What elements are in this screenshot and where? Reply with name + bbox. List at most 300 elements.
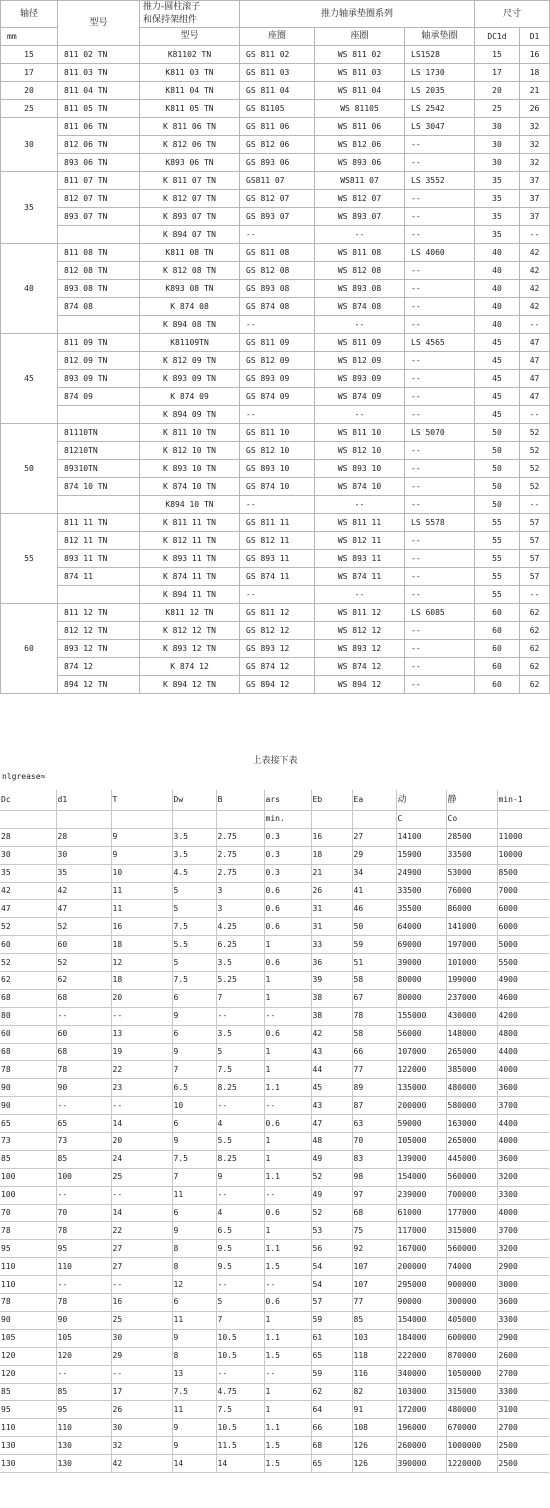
table2-cell: 22 <box>111 1061 172 1079</box>
table2-header-cell: d1 <box>56 790 111 811</box>
table2-cell: 25 <box>111 1168 172 1186</box>
table2-cell: 42 <box>111 1455 172 1473</box>
table-cell: 40 <box>475 316 520 334</box>
table2-cell: 5000 <box>497 936 549 954</box>
table2-cell: 3600 <box>497 1079 549 1097</box>
table2-cell: 900000 <box>446 1276 497 1294</box>
table2-cell: 9.5 <box>216 1258 264 1276</box>
table2-cell: 11 <box>172 1311 216 1329</box>
table2-cell: 3.5 <box>172 828 216 846</box>
table2-cell: 42 <box>311 1025 352 1043</box>
table2-subheader-cell <box>111 811 172 829</box>
table-cell: GS 811 04 <box>240 82 315 100</box>
table2-row <box>0 1222 549 1240</box>
table2-cell: 2500 <box>497 1455 549 1473</box>
table-cell: 21 <box>520 82 550 100</box>
table2-subheader-cell <box>352 811 396 829</box>
table2-cell: 7.5 <box>172 1150 216 1168</box>
table2-cell: 3000 <box>497 1276 549 1294</box>
table2-row <box>0 1043 549 1061</box>
table-cell: GS811 07 <box>240 172 315 190</box>
table-row <box>1 298 550 316</box>
table-row <box>1 658 550 676</box>
table2-cell: 14 <box>216 1455 264 1473</box>
table2-cell: 0.6 <box>264 882 311 900</box>
table2-cell: 0.6 <box>264 1294 311 1312</box>
table-cell: 42 <box>520 280 550 298</box>
table2-cell: 86000 <box>446 900 497 918</box>
table2-cell: 1 <box>264 1311 311 1329</box>
table-cell: -- <box>405 622 475 640</box>
table-cell: -- <box>405 280 475 298</box>
table2-cell: 1.1 <box>264 1329 311 1347</box>
table2-cell: 200000 <box>396 1258 446 1276</box>
table-cell: -- <box>405 568 475 586</box>
table2-cell: 870000 <box>446 1347 497 1365</box>
table2-cell: 560000 <box>446 1168 497 1186</box>
table2-cell: 78 <box>352 1007 396 1025</box>
table-row <box>1 154 550 172</box>
table-cell: -- <box>405 316 475 334</box>
table-cell: K 874 12 <box>140 658 240 676</box>
table-row <box>1 640 550 658</box>
table-cell: -- <box>405 586 475 604</box>
table-cell: K 874 09 <box>140 388 240 406</box>
shaft-size-cell: 20 <box>1 82 58 100</box>
table2-cell: 4 <box>216 1115 264 1133</box>
table2-cell: 9 <box>111 846 172 864</box>
table2-cell: 3.5 <box>172 846 216 864</box>
table-cell: GS 811 02 <box>240 46 315 64</box>
table-cell: 26 <box>520 100 550 118</box>
table-cell: LS 2035 <box>405 82 475 100</box>
table-cell: K893 06 TN <box>140 154 240 172</box>
table-cell: -- <box>405 262 475 280</box>
table2-cell: 4000 <box>497 1061 549 1079</box>
table-cell: GS 812 11 <box>240 532 315 550</box>
table2-cell: 8.25 <box>216 1150 264 1168</box>
table-cell: -- <box>405 442 475 460</box>
table-cell: 37 <box>520 190 550 208</box>
table2-row <box>0 1007 549 1025</box>
table-continuation-caption: 上表接下表 <box>252 756 298 766</box>
table2-cell: 33 <box>311 936 352 954</box>
table-cell: GS 811 11 <box>240 514 315 532</box>
table-row <box>1 604 550 622</box>
table-cell: 894 12 TN <box>58 676 140 694</box>
table2-cell: 87 <box>352 1097 396 1115</box>
table2-cell: 2.75 <box>216 864 264 882</box>
table-row <box>1 118 550 136</box>
table2-cell: 65 <box>56 1115 111 1133</box>
table-cell: 30 <box>475 118 520 136</box>
table-cell: GS 812 12 <box>240 622 315 640</box>
table2-cell: -- <box>111 1365 172 1383</box>
table2-cell: 9 <box>172 1437 216 1455</box>
table-row <box>1 262 550 280</box>
table2-cell: 120 <box>0 1347 56 1365</box>
table2-cell: 85 <box>0 1383 56 1401</box>
table2-cell: 68 <box>0 989 56 1007</box>
table2-cell: 8 <box>172 1240 216 1258</box>
table2-cell: 98 <box>352 1168 396 1186</box>
table2-row <box>0 1061 549 1079</box>
table2-cell: 56 <box>311 1240 352 1258</box>
table-cell: 62 <box>520 658 550 676</box>
table-cell: -- <box>240 586 315 604</box>
table-cell: -- <box>405 352 475 370</box>
table-cell: 32 <box>520 136 550 154</box>
table2-cell: 30 <box>111 1419 172 1437</box>
table-row <box>1 82 550 100</box>
table-cell: 35 <box>475 190 520 208</box>
table-cell: WS 874 09 <box>315 388 405 406</box>
table2-cell: 10.5 <box>216 1329 264 1347</box>
table2-cell: 600000 <box>446 1329 497 1347</box>
table2-cell: 4600 <box>497 989 549 1007</box>
table2-cell: 61000 <box>396 1204 446 1222</box>
table2-cell: 29 <box>352 846 396 864</box>
table2-cell: 78 <box>56 1061 111 1079</box>
table2-cell: 6 <box>172 1115 216 1133</box>
table2-cell: 3100 <box>497 1401 549 1419</box>
table-row <box>1 46 550 64</box>
table-cell: GS 812 08 <box>240 262 315 280</box>
table2-cell: 11.5 <box>216 1437 264 1455</box>
table-cell: 811 08 TN <box>58 244 140 262</box>
table2-row <box>0 882 549 900</box>
table2-cell: 117000 <box>396 1222 446 1240</box>
table2-cell: 1.1 <box>264 1240 311 1258</box>
table2-cell: 1.1 <box>264 1168 311 1186</box>
table-cell: 45 <box>475 334 520 352</box>
table-cell: 811 02 TN <box>58 46 140 64</box>
table-cell: WS 893 10 <box>315 460 405 478</box>
table2-cell: 65 <box>311 1347 352 1365</box>
table2-cell: 13 <box>172 1365 216 1383</box>
table2-subheader-cell <box>172 811 216 829</box>
table2-cell: 10 <box>111 864 172 882</box>
table2-header-cell: B <box>216 790 264 811</box>
table2-cell: 35 <box>0 864 56 882</box>
table2-cell: 77 <box>352 1294 396 1312</box>
table2-row <box>0 1150 549 1168</box>
table2-cell: 3700 <box>497 1097 549 1115</box>
table-cell: K 894 08 TN <box>140 316 240 334</box>
table2-cell: 59 <box>311 1365 352 1383</box>
table-cell: LS 3047 <box>405 118 475 136</box>
table2-cell: 2600 <box>497 1347 549 1365</box>
table2-cell: 105000 <box>396 1133 446 1151</box>
table-cell: K 811 06 TN <box>140 118 240 136</box>
table-row <box>1 460 550 478</box>
header-d1: D1 <box>520 28 550 46</box>
table-cell: 893 08 TN <box>58 280 140 298</box>
table-cell: 57 <box>520 568 550 586</box>
table2-cell: 85 <box>352 1311 396 1329</box>
table2-cell: 68 <box>352 1204 396 1222</box>
table-cell: 40 <box>475 298 520 316</box>
table2-cell: 9.5 <box>216 1240 264 1258</box>
table2-cell: 80000 <box>396 989 446 1007</box>
table-cell: 57 <box>520 532 550 550</box>
table2-cell: 196000 <box>396 1419 446 1437</box>
table2-cell: 1.5 <box>264 1258 311 1276</box>
table-row <box>1 244 550 262</box>
table-cell: 50 <box>475 460 520 478</box>
table2-cell: 4 <box>216 1204 264 1222</box>
table2-cell: 16 <box>311 828 352 846</box>
table2-cell: 4.5 <box>172 864 216 882</box>
table-row <box>1 172 550 190</box>
table-cell: WS 812 11 <box>315 532 405 550</box>
table2-row <box>0 1401 549 1419</box>
table2-cell: -- <box>111 1186 172 1204</box>
table-cell: -- <box>405 658 475 676</box>
table-cell: 811 03 TN <box>58 64 140 82</box>
table2-cell: 8500 <box>497 864 549 882</box>
table2-cell: 1 <box>264 1133 311 1151</box>
table2-cell: 5 <box>216 1043 264 1061</box>
table-cell: 893 11 TN <box>58 550 140 568</box>
table2-cell: 39000 <box>396 954 446 972</box>
table2-cell: 199000 <box>446 972 497 990</box>
table2-cell: 6.5 <box>216 1222 264 1240</box>
table2-row <box>0 1133 549 1151</box>
table2-cell: 126 <box>352 1455 396 1473</box>
table2-cell: 27 <box>352 828 396 846</box>
table2-cell: 11 <box>111 882 172 900</box>
table-cell: K 812 08 TN <box>140 262 240 280</box>
table2-cell: 0.6 <box>264 1204 311 1222</box>
table2-cell: 80 <box>0 1007 56 1025</box>
table-row <box>1 280 550 298</box>
table2-row <box>0 1276 549 1294</box>
table2-cell: 64 <box>311 1401 352 1419</box>
table-cell: GS 811 06 <box>240 118 315 136</box>
table2-row <box>0 1311 549 1329</box>
table2-cell: 3300 <box>497 1311 549 1329</box>
table2-cell: 14 <box>111 1115 172 1133</box>
table2-cell: 22 <box>111 1222 172 1240</box>
table2-cell: 5.5 <box>172 936 216 954</box>
table2-cell: 2900 <box>497 1258 549 1276</box>
table2-cell: 5 <box>216 1294 264 1312</box>
table-row <box>1 352 550 370</box>
table2-subheader-cell <box>311 811 352 829</box>
table2-cell: 49 <box>311 1186 352 1204</box>
table-row <box>1 496 550 514</box>
table2-row <box>0 828 549 846</box>
table2-cell: 5 <box>172 882 216 900</box>
table2-cell: 64000 <box>396 918 446 936</box>
table2-cell: 2.75 <box>216 828 264 846</box>
header-shaft-washer: 座圈 <box>315 28 405 46</box>
table2-cell: 0.6 <box>264 900 311 918</box>
table2-cell: 11 <box>172 1186 216 1204</box>
table2-cell: 78 <box>56 1222 111 1240</box>
table2-cell: -- <box>111 1007 172 1025</box>
table2-row <box>0 1294 549 1312</box>
table2-cell: 4200 <box>497 1007 549 1025</box>
table2-cell: 560000 <box>446 1240 497 1258</box>
table2-cell: 10 <box>172 1097 216 1115</box>
shaft-size-cell: 50 <box>1 424 58 514</box>
table2-cell: 20 <box>111 1133 172 1151</box>
table2-header-cell: Ea <box>352 790 396 811</box>
table2-cell: 3300 <box>497 1186 549 1204</box>
table2-cell: 12 <box>111 954 172 972</box>
table-cell: 40 <box>475 244 520 262</box>
table2-cell: 30 <box>56 846 111 864</box>
table2-cell: 28 <box>0 828 56 846</box>
table2-cell: 108 <box>352 1419 396 1437</box>
table2-cell: 315000 <box>446 1383 497 1401</box>
table2-cell: 90 <box>56 1079 111 1097</box>
table2-cell: 7 <box>216 1311 264 1329</box>
table2-cell: 7.5 <box>216 1061 264 1079</box>
table-row <box>1 532 550 550</box>
table2-cell: -- <box>56 1365 111 1383</box>
table-cell: K 894 12 TN <box>140 676 240 694</box>
table-cell: 35 <box>475 226 520 244</box>
table2-cell: 130 <box>56 1455 111 1473</box>
table2-cell: 39 <box>311 972 352 990</box>
table-cell: -- <box>405 550 475 568</box>
table2-cell: 70 <box>56 1204 111 1222</box>
table2-cell: 239000 <box>396 1186 446 1204</box>
table-cell: WS 812 06 <box>315 136 405 154</box>
table2-row <box>0 1347 549 1365</box>
table2-cell: 5500 <box>497 954 549 972</box>
table2-cell: 1220000 <box>446 1455 497 1473</box>
table2-cell: 0.6 <box>264 1115 311 1133</box>
table2-cell: 8 <box>172 1258 216 1276</box>
table2-cell: 110 <box>0 1419 56 1437</box>
table2-cell: 5.5 <box>216 1133 264 1151</box>
table-cell: K 811 07 TN <box>140 172 240 190</box>
table2-cell: 110 <box>56 1419 111 1437</box>
table-cell: 893 12 TN <box>58 640 140 658</box>
table-cell: K 893 07 TN <box>140 208 240 226</box>
table-cell: 55 <box>475 568 520 586</box>
table2-cell: 59000 <box>396 1115 446 1133</box>
table-cell: 40 <box>475 280 520 298</box>
table2-cell: 23 <box>111 1079 172 1097</box>
table2-cell: 445000 <box>446 1150 497 1168</box>
table2-cell: 90 <box>56 1311 111 1329</box>
table2-cell: 6.5 <box>172 1079 216 1097</box>
table-cell: K811 03 TN <box>140 64 240 82</box>
table2-cell: 1.5 <box>264 1437 311 1455</box>
table2-cell: -- <box>56 1186 111 1204</box>
table2-cell: 1.5 <box>264 1455 311 1473</box>
table2-cell: 2900 <box>497 1329 549 1347</box>
table2-cell: 141000 <box>446 918 497 936</box>
table2-cell: 116 <box>352 1365 396 1383</box>
table2-cell: 16 <box>111 1294 172 1312</box>
table2-row <box>0 1204 549 1222</box>
table-cell: K 894 11 TN <box>140 586 240 604</box>
table2-cell: -- <box>216 1276 264 1294</box>
table-cell: LS 3552 <box>405 172 475 190</box>
table2-cell: 28 <box>56 828 111 846</box>
table2-subheader-row <box>0 811 549 829</box>
table2-cell: 70 <box>352 1133 396 1151</box>
table-cell: WS 81105 <box>315 100 405 118</box>
table-cell: K894 10 TN <box>140 496 240 514</box>
table2-cell: 38 <box>311 989 352 1007</box>
table2-cell: 56000 <box>396 1025 446 1043</box>
table-cell: GS 874 08 <box>240 298 315 316</box>
table2-cell: 48 <box>311 1133 352 1151</box>
table2-row <box>0 1079 549 1097</box>
table2-cell: 700000 <box>446 1186 497 1204</box>
table2-cell: -- <box>216 1007 264 1025</box>
table2-cell: 110 <box>0 1258 56 1276</box>
table2-cell: 6000 <box>497 918 549 936</box>
table2-cell: 101000 <box>446 954 497 972</box>
table-cell: -- <box>405 136 475 154</box>
table-cell: 45 <box>475 352 520 370</box>
table2-cell: 65 <box>311 1455 352 1473</box>
table-cell: WS 893 11 <box>315 550 405 568</box>
table2-cell: -- <box>56 1007 111 1025</box>
table2-cell: 1.5 <box>264 1347 311 1365</box>
table2-cell: 68 <box>56 989 111 1007</box>
table-cell: WS 811 12 <box>315 604 405 622</box>
table2-cell: 4000 <box>497 1133 549 1151</box>
table2-cell: 97 <box>352 1186 396 1204</box>
table2-cell: 33500 <box>396 882 446 900</box>
table2-cell: 42 <box>56 882 111 900</box>
table2-cell: -- <box>216 1186 264 1204</box>
table2-cell: -- <box>264 1365 311 1383</box>
table-cell: 52 <box>520 424 550 442</box>
table2-cell: 9 <box>172 1419 216 1437</box>
table2-cell: 197000 <box>446 936 497 954</box>
shaft-size-cell: 17 <box>1 64 58 82</box>
table-cell: K811 12 TN <box>140 604 240 622</box>
header-roller-cage: 推力-圆柱滚子 和保持架组件 <box>140 1 240 28</box>
table2-cell: 10000 <box>497 846 549 864</box>
table2-cell: 222000 <box>396 1347 446 1365</box>
table-cell: GS 812 06 <box>240 136 315 154</box>
table2-cell: 44 <box>311 1061 352 1079</box>
table2-cell: 68 <box>0 1043 56 1061</box>
table2-cell: 670000 <box>446 1419 497 1437</box>
table-cell <box>58 586 140 604</box>
table2-cell: 265000 <box>446 1133 497 1151</box>
table-cell: 50 <box>475 442 520 460</box>
table-cell: LS 4060 <box>405 244 475 262</box>
table2-cell: 54 <box>311 1258 352 1276</box>
table2-cell: 52 <box>0 918 56 936</box>
table2-cell: 14100 <box>396 828 446 846</box>
table2-cell: 315000 <box>446 1222 497 1240</box>
table2-cell: -- <box>264 1186 311 1204</box>
table2-cell: 43 <box>311 1097 352 1115</box>
table2-cell: 130 <box>56 1437 111 1455</box>
table2-cell: 38 <box>311 1007 352 1025</box>
table-cell: GS 893 11 <box>240 550 315 568</box>
table2-cell: -- <box>264 1097 311 1115</box>
table2-cell: 2500 <box>497 1437 549 1455</box>
table2-cell: 10.5 <box>216 1347 264 1365</box>
table-cell: GS 81105 <box>240 100 315 118</box>
table2-cell: 7 <box>172 1168 216 1186</box>
table-cell: 37 <box>520 208 550 226</box>
